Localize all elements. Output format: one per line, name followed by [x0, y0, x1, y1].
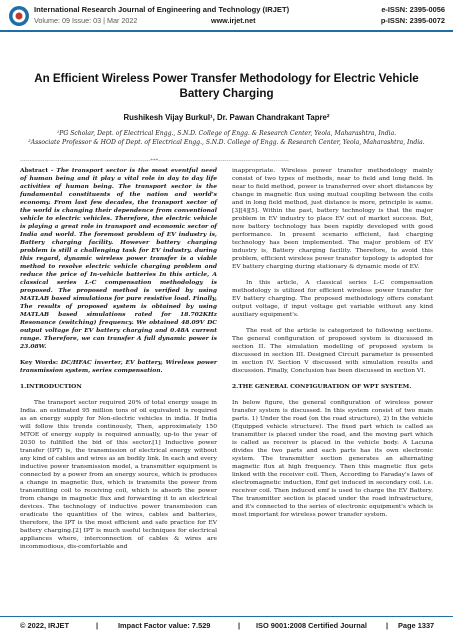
journal-website[interactable]: www.irjet.net	[211, 16, 256, 25]
footer-separator-3: |	[386, 621, 389, 630]
e-issn: e-ISSN: 2395-0056	[381, 5, 445, 14]
footer-page: Page 1337	[398, 621, 435, 630]
section-2-heading: 2.THE GENERAL CONFIGURATION OF WPT SYSTEM.	[232, 383, 412, 390]
keywords-label: Key Words:	[20, 359, 59, 366]
header-divider	[0, 30, 453, 32]
keywords	[20, 359, 217, 375]
abstract	[20, 167, 217, 351]
footer-divider	[0, 616, 453, 617]
affiliation-2: ²Associate Professor & HOD of Dept. of Electrical Engg., S.N.D. College of Engg. & Research Center, Yeola, Maharashtra, India.	[28, 139, 425, 147]
footer-impact-factor: Impact Factor value: 7.529	[118, 621, 211, 630]
footer-copyright: © 2022, IRJET	[20, 621, 69, 630]
irjet-logo-icon	[8, 5, 30, 27]
paper-title	[20, 72, 433, 101]
right-para-3: The rest of the article is categorized to following sections. The general configuration of proposed system is discussed in section II. The simulation modelling of proposed system is discussed in section III. Designed Circuit parameter is presented in section IV. Section V discussed with simulation results and discussion. Finally, Conclusion has been discussed in section VI.	[232, 327, 433, 374]
affiliation-1: ¹PG Scholar, Dept. of Electrical Engg., S.N.D. College of Engg. & Research Center, Yeola, Maharashtra, India.	[56, 130, 397, 137]
volume-issue: Volume: 09 Issue: 03 | Mar 2022	[34, 16, 138, 25]
right-para-2: In this article, A classical series L-C compensation methodology is utilized for efficient wireless power transfer for EV battery charging. The proposed methodology offers constant output voltage, if input voltage get variable without any kind auxiliary equipment's.	[232, 279, 433, 318]
abstract-text: The transport sector is the most eventful need of human being and it play a vital role in day to day life activities of human being. The transport sector is the fundamental constituents of the nation and world's economy. From last few decades, the transport sector of the world is changing their dependence from conventional vehicle to electric vehicles. Therefore, the electric vehicle is playing a great role in transport and economic sector of India and world. The foremost problem of EV industry is, Battery charging facility. However battery charging problem is still a challenging task for EV industry. during this regard, dynamic wireless power transfer is a viable method to resolve electric vehicle charging problem and reduce the price of In-vehicle batteries In this article, A classical series L-C compensation methodology is proposed. The proposed method is verified by using MATLAB based simulations for pure resistive load. Finally, The results of proposed system is obtained by using MATLAB based simulations rated for 18.702KHz Resonance (switching) frequency. We obtained 48.09V DC output voltage for EV battery charging and 0.48A current range. Therefore, we can transfer A full dynamic power is 23.08W.	[20, 167, 217, 350]
abstract-label: Abstract -	[20, 167, 54, 174]
journal-header	[0, 0, 453, 34]
paper-authors: Rushikesh Vijay Burkul¹, Dr. Pawan Chandrakant Tapre²	[123, 113, 330, 122]
section-1-text: The transport sector required 20% of total energy usage in India. an estimated 95 million tons of oil equivalent is required as an energy supply for Non-electric vehicles in india. If India will follow this trends continously, Then, approximately 150 MTOE of energy supply is required annually, up-to the year of 2030 to fulfilled the bid of this sector.[1] Inductive power transfer (IPT) is, the transmission of electrical energy without any kind of cables and wires as an bodily link. In each and every inductive power transmission model, a transmitter equipment is connected by a power from an energy source, which is produces a change in magnetic flux, which is transmits the power from transmitting coil to receiving coil, which is absorb the power from change in magnetic flux and forwarding it to an electrical devices. The technology of inductive power transmission can eradicate the quantities of the wires, cables and batteries, therefore, the IPT is the most efficient and safe practice for EV battery charging.[2] IPT is much useful techniques for electrical appliances where, interconnection of cables & wires are incommodious, dis-comfortable and	[20, 399, 217, 550]
footer-iso: ISO 9001:2008 Certified Journal	[256, 621, 367, 630]
separator-line: ---------------------------------------------------------------------***---------------------------------------------------------------------	[20, 158, 289, 164]
footer-separator-1: |	[96, 621, 99, 630]
right-para-4: In below figure, the general configuration of wireless power transfer system is discussed. In this system consist of two main parts. 1) Under the road (on the road structure), 2) In the vehicle (Equipped vehicle structure). The fixed part which is called as transmitter is placed under the road, and the moving part which is called as receiver is placed in the vehicle body. A Lacuna divides the two parts and each parts has its own electronic system. The transmitter section generates an alternating magnetic flux at high frequency. Then this magnetic flux gets linked with the receiver coil. Then, According to Faraday's laws of electromagnetic induction, Emf get induced in secondary coil. i.e. receiver coil. Then induced emf is used to charge the EV Battery. The transmitter section is placed under the road infrastructure, and it's connected to the series of electronic equipment's which is most important for wireless power transfer system.	[232, 399, 433, 518]
p-issn: p-ISSN: 2395-0072	[380, 16, 445, 25]
right-column	[232, 167, 433, 527]
affiliations	[20, 129, 433, 147]
keywords-text: DC/HFAC inverter, EV battery, Wireless power transmission system, series compensation.	[20, 359, 217, 374]
right-para-1: inappropriate. Wireless power transfer methodology mainly consist of two types of methods, near to field and long field. In near to field method, power is transferred over short distances by change in magnetic flux using mutual coupling between the coils and in long field method, just distance is more, principle is same.[3][4][5]. Within the past, battery technology is that the major problem in EV industry to place EV out of market success. But, now battery technology has been rapidly developed with good performance. In present scenario efficient, fast charging technology has been implemented. The major problem of EV industry is, Battery charging facility. Therefore, to avoid this problem, efficient wireless power transfer topology is adopted for EV battery charging during stationary & dynamic mode of EV.	[232, 167, 433, 270]
footer-separator-2: |	[238, 621, 241, 630]
title-line-2: Battery Charging	[179, 86, 274, 100]
left-column	[20, 167, 217, 559]
title-line-1: An Efficient Wireless Power Transfer Methodology for Electric Vehicle	[34, 72, 419, 85]
journal-footer	[0, 621, 453, 635]
journal-name: International Research Journal of Engineering and Technology (IRJET)	[34, 5, 290, 14]
section-1-heading: 1.INTRODUCTION	[20, 383, 82, 390]
